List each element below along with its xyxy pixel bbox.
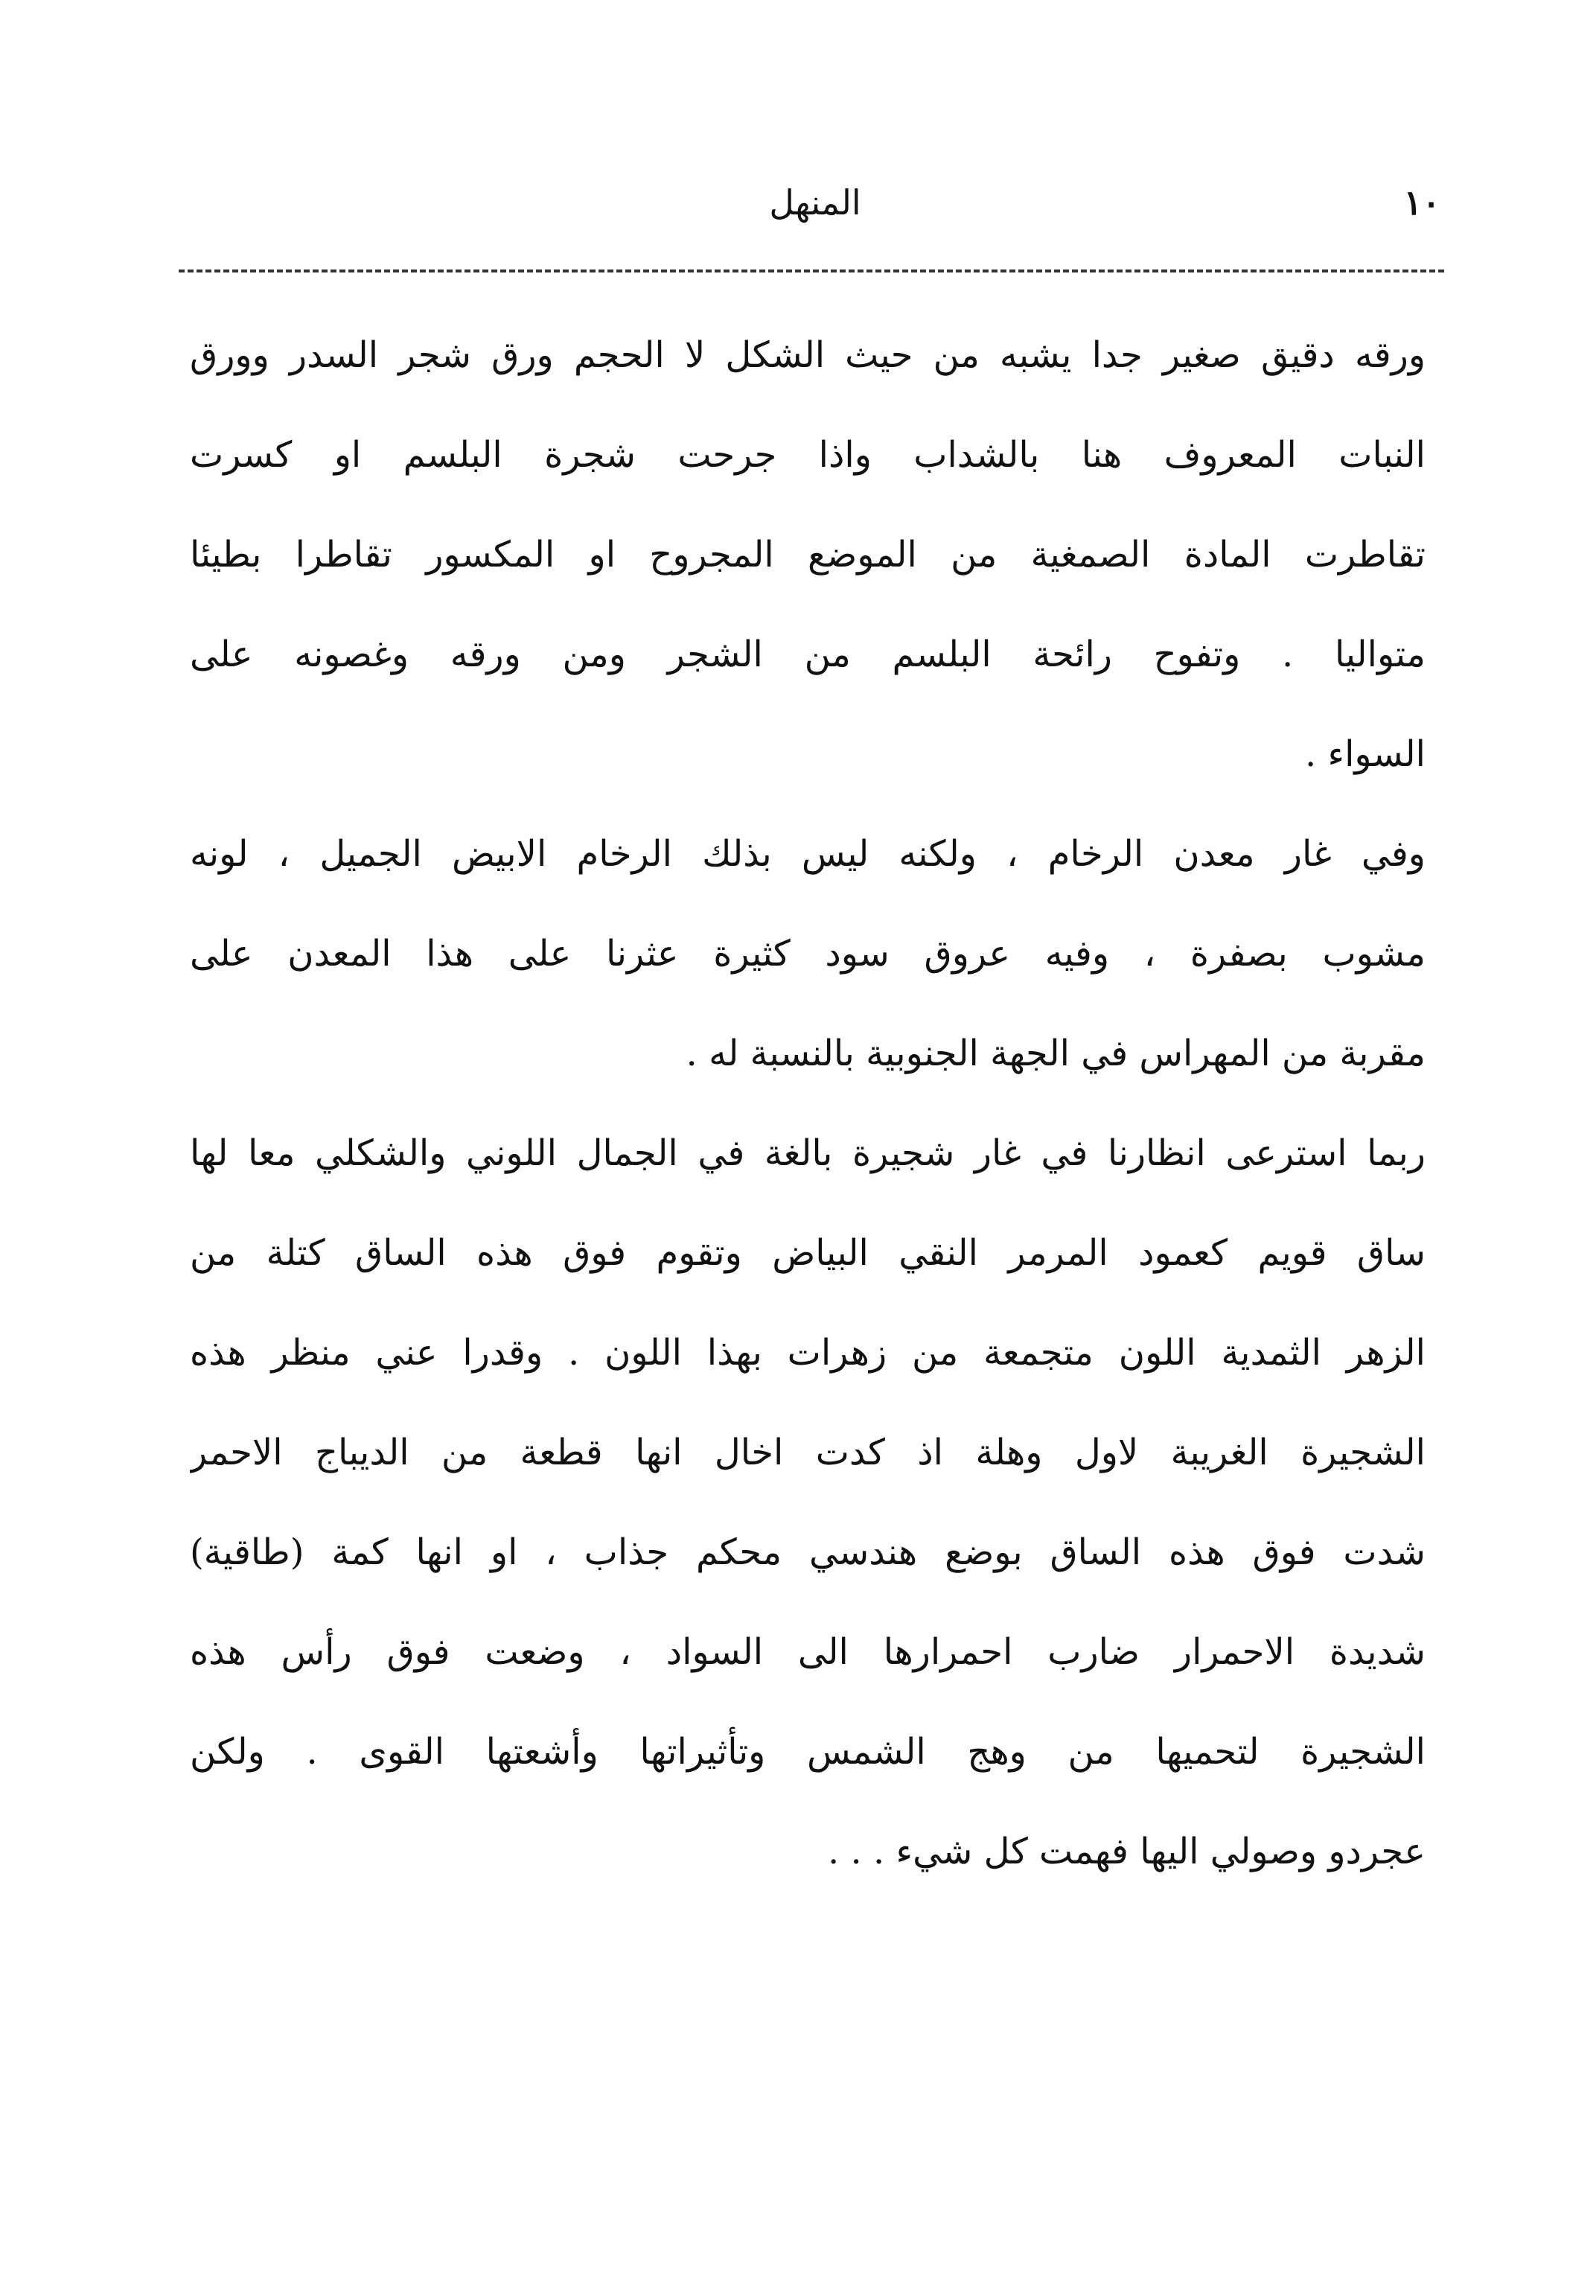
text-line: شدت فوق هذه الساق بوضع هندسي محكم جذاب ، او انها كمة (طاقية) [190,1531,1426,1573]
text-line: ربما استرعى انظارنا في غار شجيرة بالغة في الجمال اللوني والشكلي معا لها [190,1132,1426,1174]
text-line: الشجيرة الغريبة لاول وهلة اذ كدت اخال انها قطعة من الديباج الاحمر [190,1432,1426,1473]
text-line: الزهر الثمدية اللون متجمعة من زهرات بهذا اللون . وقدرا عني منظر هذه [190,1332,1426,1374]
header-divider [179,270,1444,272]
page-header [190,182,1440,242]
text-line: مقربة من المهراس في الجهة الجنوبية بالنسبة له . [686,1033,1426,1074]
body-text [190,305,1426,1901]
running-title: المنهل [769,182,861,223]
text-line: شديدة الاحمرار ضارب احمرارها الى السواد ، وضعت فوق رأس هذه [190,1631,1426,1673]
text-line: تقاطرت المادة الصمغية من الموضع المجروح او المكسور تقاطرا بطيئا [190,534,1426,575]
text-line: عجردو وصولي اليها فهمت كل شيء . . . [827,1831,1426,1872]
text-line: النبات المعروف هنا بالشداب واذا جرحت شجرة البلسم او كسرت [190,434,1426,476]
text-line: وفي غار معدن الرخام ، ولكنه ليس بذلك الرخام الابيض الجميل ، لونه [190,833,1426,875]
text-line: ساق قويم كعمود المرمر النقي البياض وتقوم فوق هذه الساق كتلة من [190,1232,1426,1274]
page-number: ١٠ [1403,182,1440,223]
text-line: السواء . [1305,733,1426,775]
text-line: متواليا . وتفوح رائحة البلسم من الشجر ومن ورقه وغصونه على [190,634,1426,675]
text-line: الشجيرة لتحميها من وهج الشمس وتأثيراتها وأشعتها القوى . ولكن [190,1731,1426,1773]
text-line: ورقه دقيق صغير جدا يشبه من حيث الشكل لا الحجم ورق شجر السدر وورق [190,334,1426,376]
text-line: مشوب بصفرة ، وفيه عروق سود كثيرة عثرنا على هذا المعدن على [190,933,1426,975]
